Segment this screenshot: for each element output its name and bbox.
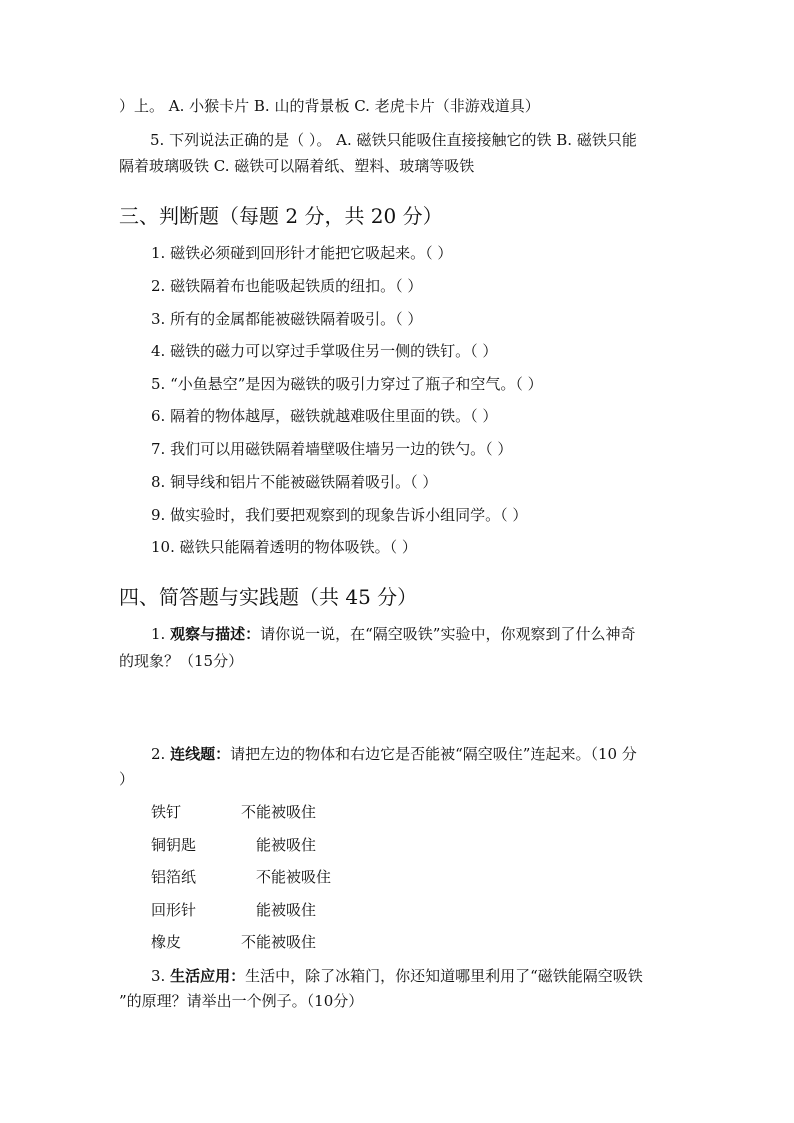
judge-item-1: 1. 磁铁必须碰到回形针才能把它吸起来。（ ）	[151, 244, 453, 262]
match-right-item: 不能被吸住	[241, 803, 317, 821]
judge-item-7: 7. 我们可以用磁铁隔着墙壁吸住墙另一边的铁勺。（ ）	[151, 440, 513, 458]
q3-line2: ”的原理？请举出一个例子。（10分）	[119, 992, 364, 1010]
judge-item-8: 8. 铜导线和铝片不能被磁铁隔着吸引。（ ）	[151, 473, 438, 491]
q4-tail-text: ）上。 A. 小猴卡片 B. 山的背景板 C. 老虎卡片（非游戏道具）	[119, 97, 540, 115]
section3-title: 三、判断题（每题 2 分，共 20 分）	[119, 204, 443, 228]
q1-number: 1.	[151, 625, 171, 643]
q1-question: 请你说一说，在“隔空吸铁”实验中，你观察到了什么神奇	[260, 625, 636, 643]
q1-line1	[151, 624, 635, 644]
match-right-item: 不能被吸住	[241, 933, 317, 951]
q2-label: 连线题：	[170, 745, 231, 763]
match-right-item: 能被吸住	[256, 836, 317, 854]
q3-number: 3.	[151, 967, 171, 985]
q2-question: 请把左边的物体和右边它是否能被“隔空吸住”连起来。（10 分	[230, 745, 637, 763]
match-left-item: 铜钥匙	[151, 836, 197, 854]
q2-line1	[151, 744, 637, 764]
section4-title: 四、简答题与实践题（共 45 分）	[119, 585, 418, 609]
match-left-item: 橡皮	[151, 933, 182, 951]
q2-line2: ）	[119, 770, 135, 788]
q3-question: 生活中，除了冰箱门，你还知道哪里利用了“磁铁能隔空吸铁	[245, 967, 643, 985]
judge-item-2: 2. 磁铁隔着布也能吸起铁质的纽扣。（ ）	[151, 277, 423, 295]
judge-item-4: 4. 磁铁的磁力可以穿过手掌吸住另一侧的铁钉。（ ）	[151, 342, 498, 360]
judge-item-3: 3. 所有的金属都能被磁铁隔着吸引。（ ）	[151, 310, 423, 328]
judge-item-6: 6. 隔着的物体越厚，磁铁就越难吸住里面的铁。（ ）	[151, 407, 498, 425]
match-left-item: 铁钉	[151, 803, 182, 821]
judge-item-9: 9. 做实验时，我们要把观察到的现象告诉小组同学。（ ）	[151, 506, 528, 524]
q3-line1	[151, 966, 643, 986]
q3-label: 生活应用：	[170, 967, 246, 985]
match-right-item: 不能被吸住	[256, 868, 332, 886]
match-left-item: 回形针	[151, 901, 197, 919]
q5-line2: 隔着玻璃吸铁 C. 磁铁可以隔着纸、塑料、玻璃等吸铁	[119, 157, 475, 175]
q5-line1: 5. 下列说法正确的是（ ）。 A. 磁铁只能吸住直接接触它的铁 B. 磁铁只能	[150, 131, 637, 149]
match-left-item: 铝箔纸	[151, 868, 197, 886]
q1-line2: 的现象？（15分）	[119, 652, 244, 670]
q1-label: 观察与描述：	[170, 625, 261, 643]
match-right-item: 能被吸住	[256, 901, 317, 919]
judge-item-10: 10. 磁铁只能隔着透明的物体吸铁。（ ）	[151, 538, 417, 556]
judge-item-5: 5. “小鱼悬空”是因为磁铁的吸引力穿过了瓶子和空气。（ ）	[151, 375, 543, 393]
q2-number: 2.	[151, 745, 171, 763]
